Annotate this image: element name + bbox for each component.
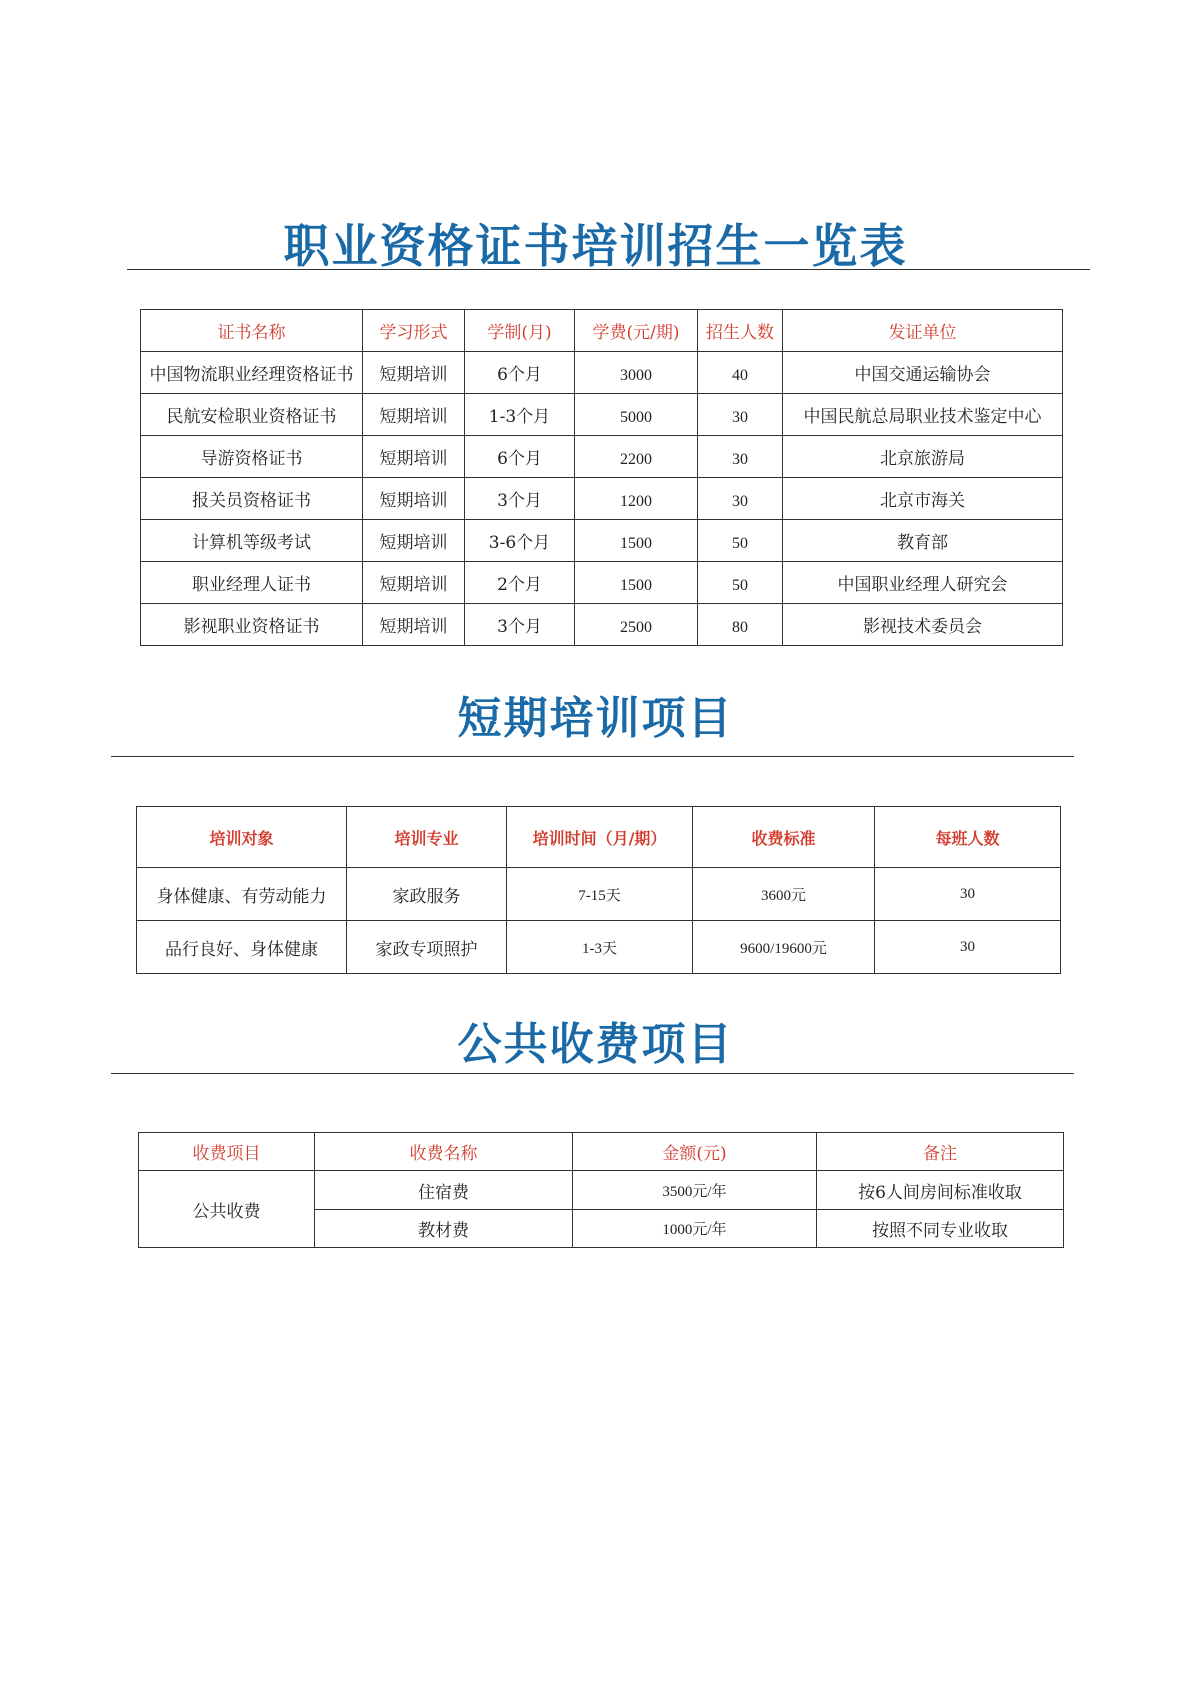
table-cell: 中国民航总局职业技术鉴定中心 xyxy=(783,394,1063,436)
cert-title-divider xyxy=(127,269,1090,270)
table-row xyxy=(141,562,1063,604)
table-cell: 北京旅游局 xyxy=(783,436,1063,478)
fee-table-header-row xyxy=(139,1133,1064,1171)
table-cell: 30 xyxy=(875,921,1061,974)
table-row xyxy=(139,1171,1064,1210)
table-cell: 7-15天 xyxy=(507,868,693,921)
short-training-table xyxy=(136,806,1061,974)
table-cell: 中国职业经理人研究会 xyxy=(783,562,1063,604)
fee-group-label: 公共收费 xyxy=(139,1171,315,1248)
table-row xyxy=(141,604,1063,646)
table-row xyxy=(137,868,1061,921)
table-cell: 30 xyxy=(698,478,783,520)
table-row xyxy=(141,436,1063,478)
table-cell: 3000 xyxy=(575,352,698,394)
table-header-cell: 学费(元/期) xyxy=(575,310,698,352)
table-cell: 短期培训 xyxy=(363,352,465,394)
table-cell: 2个月 xyxy=(465,562,575,604)
table-cell: 中国物流职业经理资格证书 xyxy=(141,352,363,394)
table-cell: 3600元 xyxy=(693,868,875,921)
table-cell: 1200 xyxy=(575,478,698,520)
table-row xyxy=(137,921,1061,974)
table-header-cell: 发证单位 xyxy=(783,310,1063,352)
table-cell: 5000 xyxy=(575,394,698,436)
table-header-cell: 每班人数 xyxy=(875,807,1061,868)
table-cell: 民航安检职业资格证书 xyxy=(141,394,363,436)
table-cell: 职业经理人证书 xyxy=(141,562,363,604)
table-cell: 40 xyxy=(698,352,783,394)
table-cell: 短期培训 xyxy=(363,478,465,520)
table-cell: 1-3个月 xyxy=(465,394,575,436)
table-cell: 30 xyxy=(698,394,783,436)
table-header-cell: 培训对象 xyxy=(137,807,347,868)
cert-table xyxy=(140,309,1063,646)
table-header-cell: 收费名称 xyxy=(315,1133,573,1171)
table-cell: 2500 xyxy=(575,604,698,646)
table-cell: 教材费 xyxy=(315,1210,573,1248)
table-cell: 短期培训 xyxy=(363,520,465,562)
table-header-cell: 学制(月) xyxy=(465,310,575,352)
table-cell: 品行良好、身体健康 xyxy=(137,921,347,974)
table-cell: 计算机等级考试 xyxy=(141,520,363,562)
table-cell: 身体健康、有劳动能力 xyxy=(137,868,347,921)
table-cell: 1500 xyxy=(575,562,698,604)
table-header-cell: 培训专业 xyxy=(347,807,507,868)
table-cell: 短期培训 xyxy=(363,436,465,478)
fee-section-title: 公共收费项目 xyxy=(457,1019,734,1070)
table-row xyxy=(141,352,1063,394)
table-row xyxy=(141,520,1063,562)
table-cell: 短期培训 xyxy=(363,562,465,604)
table-cell: 按6人间房间标准收取 xyxy=(817,1171,1064,1210)
table-cell: 影视技术委员会 xyxy=(783,604,1063,646)
table-cell: 家政专项照护 xyxy=(347,921,507,974)
table-cell: 3-6个月 xyxy=(465,520,575,562)
public-fee-table xyxy=(138,1132,1064,1248)
table-cell: 教育部 xyxy=(783,520,1063,562)
short-title-divider xyxy=(111,756,1074,757)
cert-section-title: 职业资格证书培训招生一览表 xyxy=(283,219,908,273)
table-cell: 短期培训 xyxy=(363,394,465,436)
table-header-cell: 收费标准 xyxy=(693,807,875,868)
table-cell: 3500元/年 xyxy=(573,1171,817,1210)
table-cell: 影视职业资格证书 xyxy=(141,604,363,646)
table-cell: 报关员资格证书 xyxy=(141,478,363,520)
table-cell: 50 xyxy=(698,520,783,562)
table-cell: 3个月 xyxy=(465,478,575,520)
table-cell: 30 xyxy=(875,868,1061,921)
table-cell: 2200 xyxy=(575,436,698,478)
table-header-cell: 证书名称 xyxy=(141,310,363,352)
table-cell: 50 xyxy=(698,562,783,604)
table-cell: 80 xyxy=(698,604,783,646)
table-cell: 按照不同专业收取 xyxy=(817,1210,1064,1248)
table-cell: 1-3天 xyxy=(507,921,693,974)
table-header-cell: 备注 xyxy=(817,1133,1064,1171)
table-header-cell: 培训时间（月/期） xyxy=(507,807,693,868)
table-cell: 9600/19600元 xyxy=(693,921,875,974)
cert-table-header-row xyxy=(141,310,1063,352)
table-header-cell: 收费项目 xyxy=(139,1133,315,1171)
table-row xyxy=(141,478,1063,520)
table-cell: 中国交通运输协会 xyxy=(783,352,1063,394)
table-cell: 3个月 xyxy=(465,604,575,646)
table-cell: 短期培训 xyxy=(363,604,465,646)
table-header-cell: 招生人数 xyxy=(698,310,783,352)
table-cell: 家政服务 xyxy=(347,868,507,921)
table-cell: 住宿费 xyxy=(315,1171,573,1210)
table-cell: 6个月 xyxy=(465,436,575,478)
table-cell: 30 xyxy=(698,436,783,478)
short-table-header-row xyxy=(137,807,1061,868)
table-cell: 6个月 xyxy=(465,352,575,394)
fee-title-divider xyxy=(111,1073,1074,1074)
table-cell: 导游资格证书 xyxy=(141,436,363,478)
short-section-title: 短期培训项目 xyxy=(457,693,734,744)
table-header-cell: 金额(元) xyxy=(573,1133,817,1171)
table-header-cell: 学习形式 xyxy=(363,310,465,352)
table-row xyxy=(141,394,1063,436)
table-cell: 1500 xyxy=(575,520,698,562)
table-cell: 1000元/年 xyxy=(573,1210,817,1248)
table-cell: 北京市海关 xyxy=(783,478,1063,520)
